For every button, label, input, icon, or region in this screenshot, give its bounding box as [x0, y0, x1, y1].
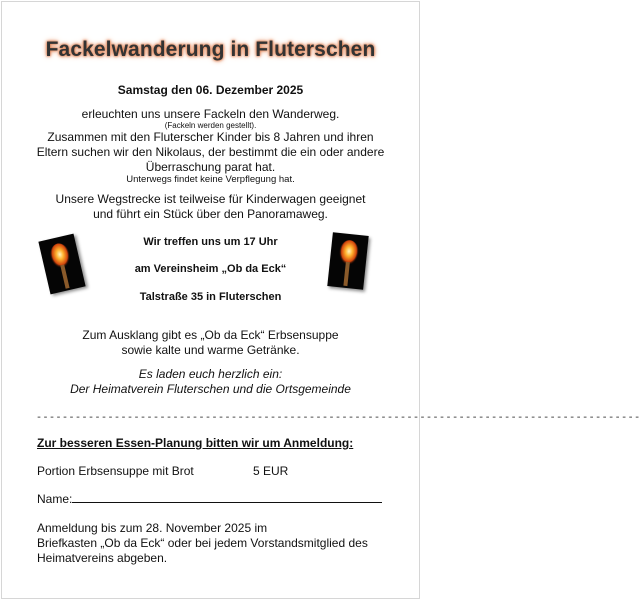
- deadline-line-2: Briefkasten „Ob da Eck“ oder bei jedem Vorstandsmitglied des: [37, 536, 368, 550]
- event-date: Samstag den 06. Dezember 2025: [117, 83, 304, 97]
- name-label: Name:: [37, 492, 73, 506]
- intro-line-3: Eltern suchen wir den Nikolaus, der bestimmt die ein oder andere: [36, 145, 385, 159]
- intro-line-4: Überraschung parat hat.: [145, 160, 276, 174]
- name-field[interactable]: [72, 490, 382, 503]
- cut-separator: ---------------------------------------------------------------------------------------------: [36, 413, 641, 424]
- order-item-price: 5 EUR: [253, 464, 289, 478]
- page-title: Fackelwanderung in Fluterschen: [45, 38, 376, 61]
- closing-line-2: sowie kalte und warme Getränke.: [121, 343, 300, 357]
- intro-line-1: erleuchten uns unsere Fackeln den Wanderweg.: [81, 107, 340, 121]
- meeting-place: am Vereinsheim „Ob da Eck“: [134, 263, 287, 275]
- intro-note-2: Unterwegs findet keine Verpflegung hat.: [126, 174, 295, 185]
- order-item-label: Portion Erbsensuppe mit Brot: [37, 464, 194, 478]
- intro-line-2: Zusammen mit den Fluterscher Kinder bis 8 Jahren und ihren: [47, 130, 374, 144]
- deadline-line-3: Heimatvereins abgeben.: [37, 551, 168, 565]
- intro-note-1: (Fackeln werden gestellt).: [164, 121, 257, 130]
- closing-line-1: Zum Ausklang gibt es „Ob da Eck“ Erbsensuppe: [82, 328, 339, 342]
- route-line-2: und führt ein Stück über den Panoramaweg.: [93, 207, 328, 221]
- invitation-line-2: Der Heimatverein Fluterschen und die Ortsgemeinde: [70, 382, 351, 396]
- torch-photo-icon: [327, 232, 368, 289]
- meeting-time: Wir treffen uns um 17 Uhr: [143, 236, 278, 248]
- registration-heading: Zur besseren Essen-Planung bitten wir um Anmeldung:: [37, 436, 354, 450]
- name-field-row: [37, 490, 382, 507]
- route-line-1: Unsere Wegstrecke ist teilweise für Kinderwagen geeignet: [55, 192, 366, 206]
- meeting-address: Talstraße 35 in Fluterschen: [139, 291, 282, 303]
- deadline-line-1: Anmeldung bis zum 28. November 2025 im: [37, 521, 268, 535]
- invitation-line-1: Es laden euch herzlich ein:: [138, 367, 283, 381]
